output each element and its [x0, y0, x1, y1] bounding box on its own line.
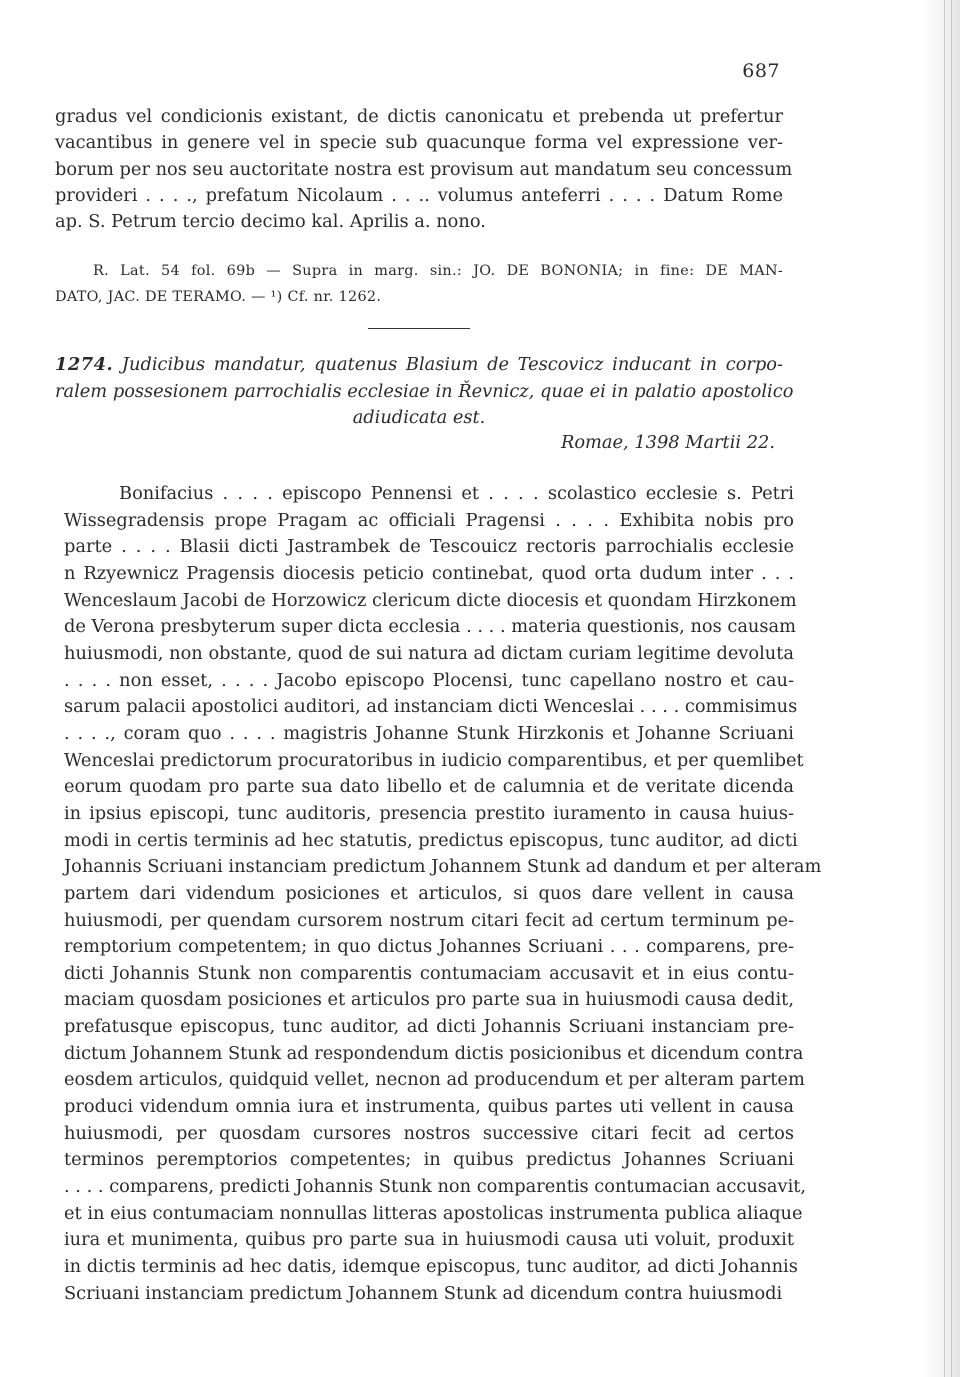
body-line: huiusmodi, per quosdam cursores nostros successive citari fecit ad certos [64, 1122, 794, 1144]
heading-line-3: adiudicata est. [352, 407, 486, 428]
body-line: eorum quodam pro parte sua dato libello et de calumnia et de veritate dicenda [64, 776, 794, 798]
body-line: prefatusque episcopus, tunc auditor, ad dicti Johannis Scriuani instanciam pre- [64, 1016, 794, 1038]
body-line: Scriuani instanciam predictum Johannem Stunk ad dicendum contra huiusmodi [64, 1282, 783, 1304]
document-body [64, 481, 822, 1307]
body-line: n Rzyewnicz Pragensis diocesis peticio continebat, quod orta dudum inter . . . [64, 562, 794, 584]
body-line: dictum Johannem Stunk ad respondendum dictis posicionibus et dicendum contra [64, 1042, 804, 1064]
body-line: in ipsius episcopi, tunc auditoris, presencia prestito iuramento in causa huius- [64, 802, 794, 824]
body-line: dicti Johannis Stunk non comparentis contumaciam accusavit et in eius contu- [64, 962, 794, 984]
previous-document-continuation [55, 104, 793, 235]
page-edge-line [944, 0, 945, 1377]
body-line: modi in certis terminis ad hec statutis, predictus episcopus, tunc auditor, ad dicti [64, 829, 798, 851]
body-line: partem dari videndum posiciones et articulos, si quos dare vellent in causa [64, 882, 794, 904]
document-date: Romae, 1398 Martii 22. [560, 432, 775, 453]
body-line: et in eius contumaciam nonnullas litteras apostolicas instrumenta publica aliaque [64, 1202, 803, 1224]
heading-text: Judicibus mandatur, quatenus Blasium de Tescovicz inducant in corpo- [121, 354, 784, 375]
document-heading [55, 352, 794, 432]
body-line: iura et munimenta, quibus pro parte sua in huiusmodi causa uti voluit, produxit [64, 1229, 794, 1251]
body-line: huiusmodi, per quendam cursorem nostrum citari fecit ad certum terminum pe- [64, 909, 794, 931]
section-divider [368, 328, 470, 329]
text-line: vacantibus in genere vel in specie sub quacunque forma vel expressione ver- [55, 132, 783, 154]
body-line: in dictis terminis ad hec datis, idemque episcopus, tunc auditor, ad dicti Johannis [64, 1256, 798, 1278]
body-line: maciam quosdam posiciones et articulos pro parte sua in huiusmodi causa dedit, [64, 989, 794, 1011]
body-line: huiusmodi, non obstante, quod de sui natura ad dictam curiam legitime devoluta [64, 642, 794, 664]
body-line: sarum palacii apostolici auditori, ad instanciam dicti Wenceslai . . . . commisimus [64, 696, 798, 718]
body-line: de Verona presbyterum super dicta ecclesia . . . . materia questionis, nos causam [64, 616, 796, 638]
body-line: Bonifacius . . . . episcopo Pennensi et . . . . scolastico ecclesie s. Petri [119, 483, 794, 504]
text-line: gradus vel condicionis existant, de dictis canonicatu et prebenda ut prefertur [55, 106, 783, 127]
heading-line-2: ralem possesionem parrochialis ecclesiae in Řevnicz, quae ei in palatio apostolico [55, 380, 794, 402]
heading-line-1 [55, 352, 783, 379]
text-line: provideri . . . ., prefatum Nicolaum . . .. volumus anteferri . . . . Datum Rome [55, 184, 783, 206]
body-line: eosdem articulos, quidquid vellet, necnon ad producendum et per alteram partem [64, 1069, 805, 1091]
page-number: 687 [742, 60, 780, 82]
page-edge-line [951, 0, 952, 1377]
body-line: Wissegradensis prope Pragam ac officiali Pragensi . . . . Exhibita nobis pro [64, 509, 794, 531]
body-line: . . . ., coram quo . . . . magistris Johanne Stunk Hirzkonis et Johanne Scriuani [64, 722, 794, 744]
body-line: Wenceslai predictorum procuratoribus in iudicio comparentibus, et per quemlibet [64, 749, 804, 771]
body-line: Johannis Scriuani instanciam predictum Johannem Stunk ad dandum et per alteram [64, 856, 822, 878]
text-line: borum per nos seu auctoritate nostra est provisum aut mandatum seu concessum [55, 158, 793, 180]
body-line: terminos peremptorios competentes; in quibus predictus Johannes Scriuani [64, 1149, 794, 1171]
document-number: 1274. [55, 354, 114, 375]
note-line: DATO, JAC. DE TERAMO. — ¹) Cf. nr. 1262. [55, 289, 382, 305]
page-edge-shadow [920, 0, 960, 1377]
note-line: R. Lat. 54 fol. 69b — Supra in marg. sin.: JO. DE BONONIA; in fine: DE MAN- [93, 263, 783, 279]
text-line: ap. S. Petrum tercio decimo kal. Aprilis a. nono. [55, 211, 486, 233]
body-line: parte . . . . Blasii dicti Jastrambek de Tescouicz rectoris parrochialis ecclesie [64, 536, 794, 558]
body-line: produci videndum omnia iura et instrumenta, quibus partes uti vellent in causa [64, 1096, 794, 1118]
body-line: . . . . non esset, . . . . Jacobo episcopo Plocensi, tunc capellano nostro et cau- [64, 669, 794, 691]
body-line: Wenceslaum Jacobi de Horzowicz clericum dicte diocesis et quondam Hirzkonem [64, 589, 797, 611]
source-notes [55, 258, 783, 310]
body-line: . . . . comparens, predicti Johannis Stunk non comparentis contumacian accusavit, [64, 1176, 807, 1198]
body-line: remptorium competentem; in quo dictus Johannes Scriuani . . . comparens, pre- [64, 936, 794, 958]
